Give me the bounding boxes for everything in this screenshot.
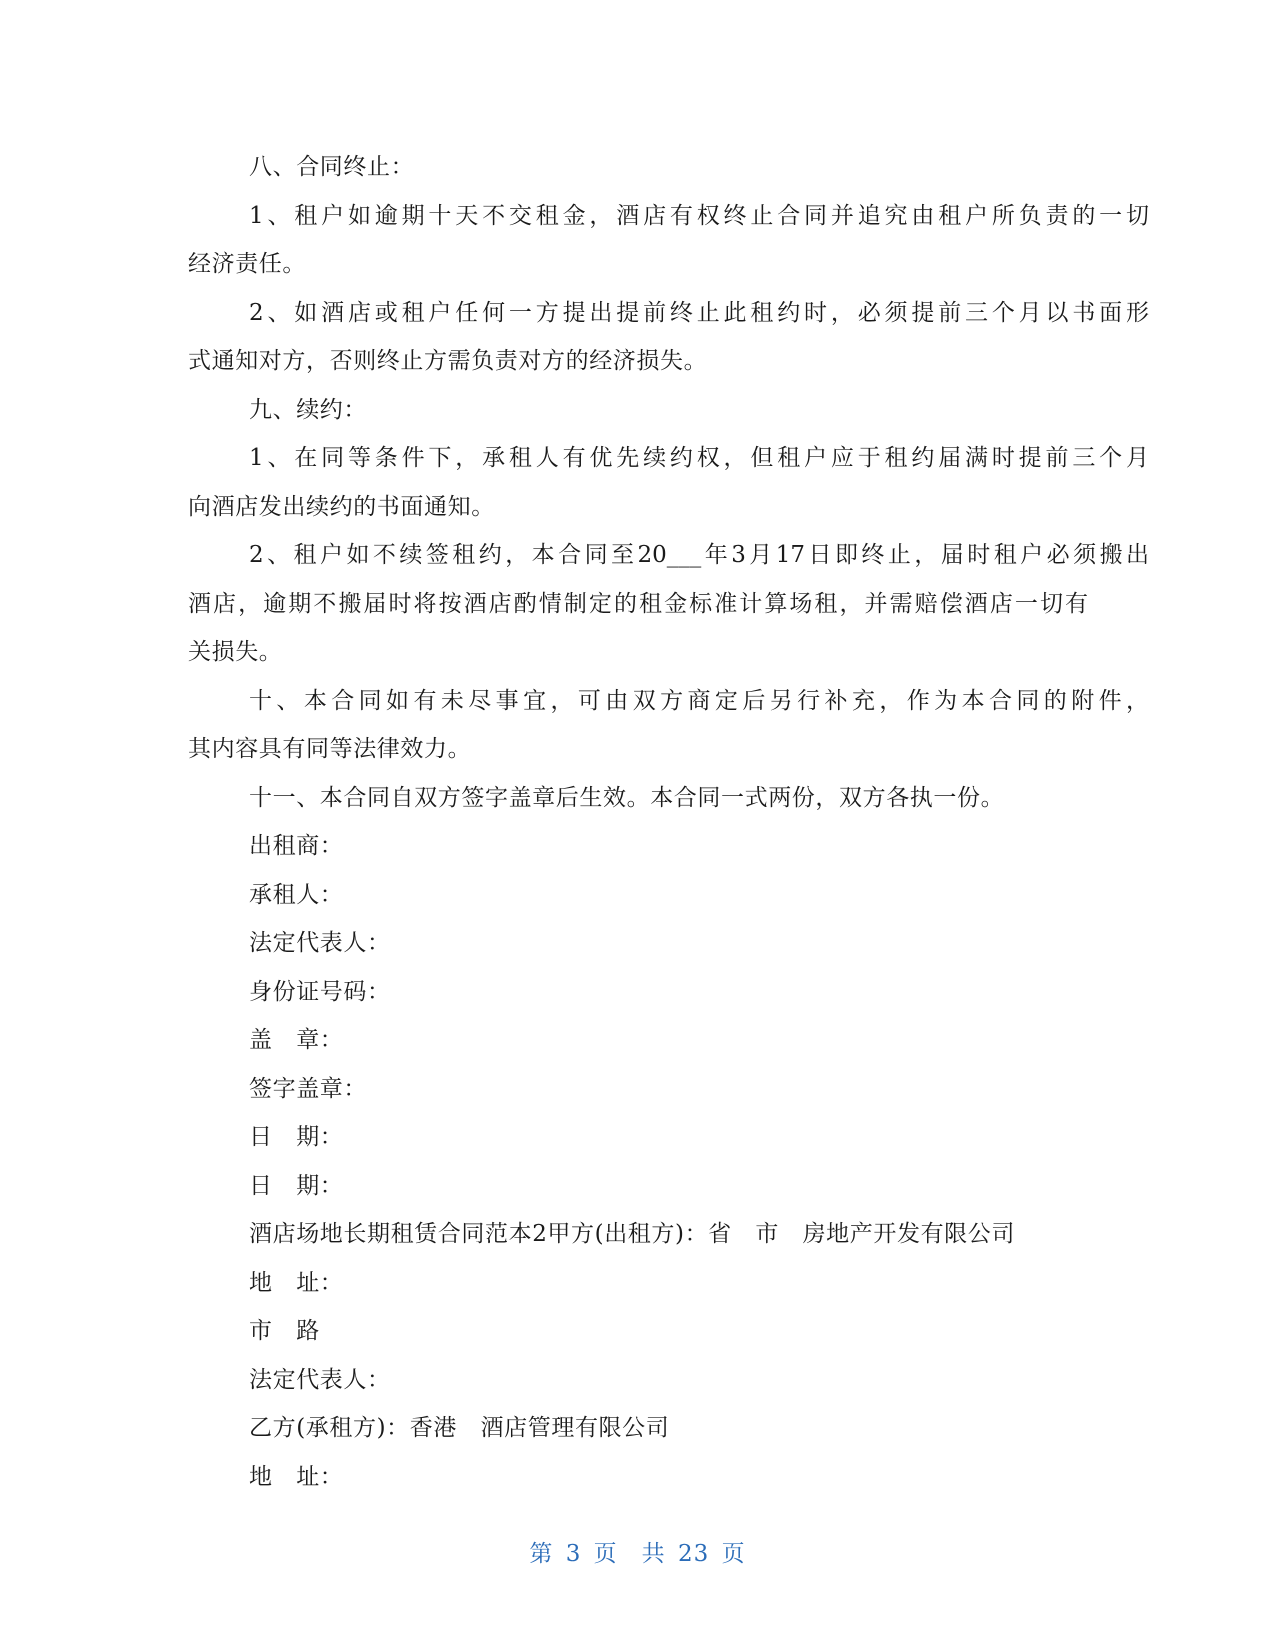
- signature-field-id-number: 身份证号码：: [249, 978, 391, 1005]
- signature-field-lessee: 承租人：: [249, 881, 344, 908]
- contract-party-b: 乙方(承租方)：香港 酒店管理有限公司: [249, 1415, 670, 1441]
- signature-field-lessor: 出租商：: [249, 833, 344, 859]
- total-page-count: 23: [677, 1541, 710, 1567]
- address-value: 市 路: [249, 1318, 320, 1344]
- section-heading: 九、续约：: [249, 396, 367, 423]
- paragraph-line: 其内容具有同等法律效力。: [188, 736, 472, 762]
- page-number-footer: [0, 1535, 1275, 1568]
- address-field: 地 址：: [249, 1463, 344, 1490]
- signature-field-seal: 盖 章：: [249, 1027, 344, 1053]
- paragraph-line: 关损失。: [188, 639, 283, 665]
- legal-rep-field: 法定代表人：: [249, 1366, 391, 1393]
- paragraph-line: 十、本合同如有未尽事宜，可由双方商定后另行补充，作为本合同的附件，: [249, 687, 1149, 714]
- paragraph-line: 经济责任。: [188, 251, 306, 277]
- paragraph-line: 1、在同等条件下，承租人有优先续约权，但租户应于租约届满时提前三个月: [249, 445, 1149, 471]
- signature-field-date: 日 期：: [249, 1124, 344, 1150]
- footer-suffix: 页: [721, 1541, 746, 1567]
- paragraph-line: 2、如酒店或租户任何一方提出提前终止此租约时，必须提前三个月以书面形: [249, 299, 1149, 326]
- signature-field-legal-rep: 法定代表人：: [249, 930, 391, 956]
- paragraph-line: 向酒店发出续约的书面通知。: [188, 493, 495, 520]
- signature-field-sign-seal: 签字盖章：: [249, 1075, 367, 1102]
- footer-prefix: 第: [529, 1541, 554, 1567]
- paragraph-line: 酒店，逾期不搬届时将按酒店酌情制定的租金标准计算场租，并需赔偿酒店一切有: [188, 590, 1088, 617]
- paragraph-line: 式通知对方，否则终止方需负责对方的经济损失。: [188, 348, 708, 374]
- paragraph-line: 2、租户如不续签租约，本合同至20___年3月17日即终止，届时租户必须搬出: [249, 542, 1149, 568]
- signature-field-date: 日 期：: [249, 1172, 344, 1199]
- contract-party-a: 酒店场地长期租赁合同范本2甲方(出租方)：省 市 房地产开发有限公司: [249, 1221, 1015, 1247]
- current-page-number: 3: [565, 1541, 582, 1567]
- document-body: [188, 143, 1149, 1501]
- paragraph-line: 1、租户如逾期十天不交租金，酒店有权终止合同并追究由租户所负责的一切: [249, 202, 1149, 229]
- address-field: 地 址：: [249, 1269, 344, 1296]
- section-heading: 八、合同终止：: [249, 154, 415, 180]
- footer-middle: 页 共: [593, 1541, 666, 1567]
- paragraph-line: 十一、本合同自双方签字盖章后生效。本合同一式两份，双方各执一份。: [249, 784, 1005, 811]
